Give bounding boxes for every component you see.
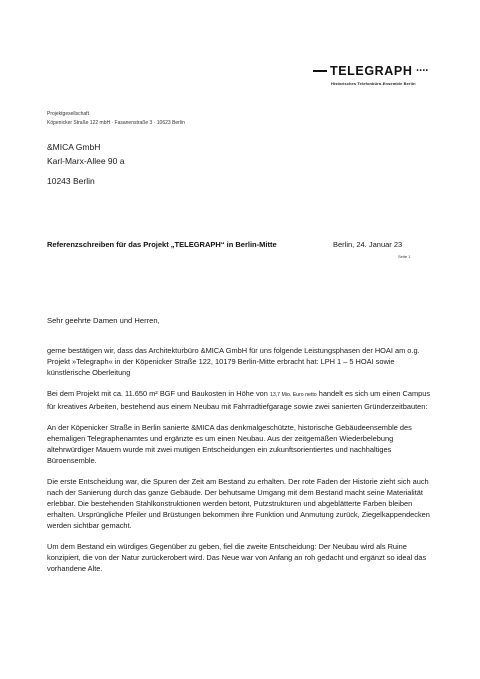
- logo-dots-icon: ••••: [416, 68, 429, 74]
- paragraph-first-decision: Die erste Entscheidung war, die Spuren der Zeit am Bestand zu erhalten. Der rote Faden der Historie zieht sich auch nach der Sanierung durch das ganze Gebäude. Der behutsame Umgang mit dem Bestand macht seine Materialität erlebbar. Die bestehenden Stahlkonstruktionen werden betont, Putzstrukturen und abgeblätterte Farben bleiben erhalten. Ursprüngliche Pfeiler und Brüstungen bekommen ihre Funktion und Anmutung zurück, Ziegelkappendecken werden sichtbar gemacht.: [47, 477, 430, 530]
- paragraph-project-b: handelt es sich um einen Campus für kreatives Arbeiten, bestehend aus einem Neubau mit Fahrradtiefgarage sowie zwei sanierten Gründerzeitbauten:: [47, 389, 431, 411]
- construction-cost: 13,7 Mio. Euro netto: [269, 392, 317, 398]
- paragraph-project-a: Bei dem Projekt mit ca. 11.650 m² BGF und Baukosten in Höhe von: [47, 389, 270, 398]
- letter-subject: Referenzschreiben für das Projekt „TELEGRAPH“ in Berlin-Mitte: [47, 240, 277, 249]
- logo-dash-icon: [313, 70, 327, 72]
- recipient-city: 10243 Berlin: [47, 176, 95, 186]
- paragraph-second-decision: Um dem Bestand ein würdiges Gegenüber zu geben, fiel die zweite Entscheidung: Der Neubau wird als Ruine konzipiert, die von der Natur zurückerobert wird. Das Neue war von Anfang an roh gedacht und ergänzt so ideal das vorhandene Alte.: [47, 542, 427, 573]
- sender-company: Projektgesellschaft: [47, 111, 89, 117]
- letter-body: [47, 345, 439, 584]
- recipient-name: &MICA GmbH: [47, 142, 101, 152]
- paragraph-project: [47, 388, 439, 412]
- logo-wordmark: TELEGRAPH: [330, 64, 413, 78]
- paragraph-renovation: An der Köpenicker Straße in Berlin sanierte &MICA das denkmalgeschützte, historische Gebäudeensemble des ehemaligen Telegraphenamtes und ergänzte es um einen Neubau. Aus der zeitgemäßen Wiederbelebung altehrwürdiger Mauern wurde mit zwei mutigen Entscheidungen ein zukunftsorientiertes und nachhaltiges Büroensemble.: [47, 423, 412, 465]
- logo-tagline: Historisches Telefonbüro-Ensemble Berlin: [331, 81, 416, 86]
- logo-row: [313, 64, 463, 78]
- recipient-address: [47, 140, 124, 188]
- telegraph-logo: [313, 64, 463, 86]
- salutation: Sehr geehrte Damen und Herren,: [47, 316, 160, 325]
- paragraph-services: gerne bestätigen wir, dass das Architekturbüro &MICA GmbH für uns folgende Leistungsphasen der HOAI am o.g. Projekt »Telegraph« in der Köpenicker Straße 122, 10179 Berlin-Mitte erbracht hat: LPH 1 – 5 HOAI sowie künstlerische Oberleitung: [47, 346, 420, 377]
- page-number: Seite 1: [398, 254, 411, 259]
- sender-address: Köpenicker Straße 122 mbH · Fasanenstraße 3 · 10623 Berlin: [47, 120, 185, 126]
- sender-line: [47, 110, 185, 128]
- letter-date: Berlin, 24. Januar 23: [333, 240, 403, 249]
- recipient-street: Karl-Marx-Allee 90 a: [47, 156, 125, 166]
